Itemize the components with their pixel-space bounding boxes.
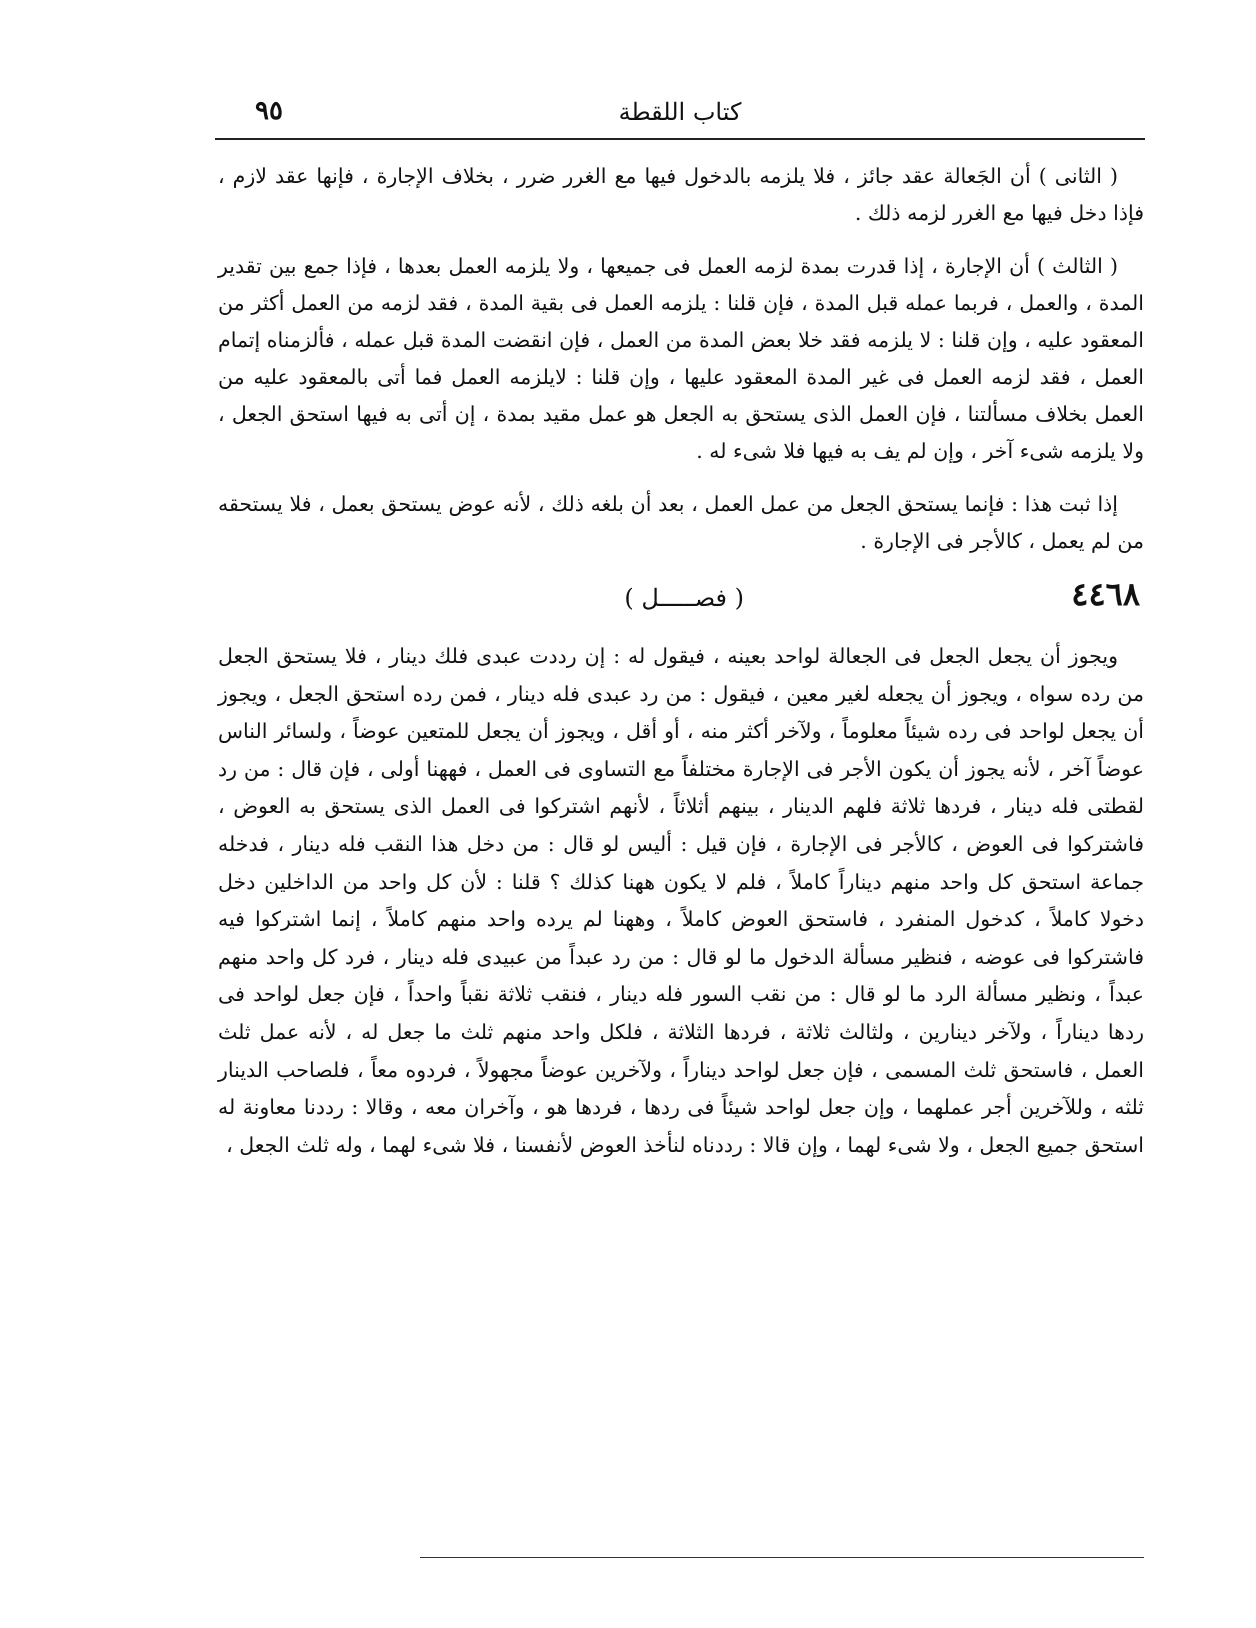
section-heading (218, 576, 1144, 620)
paragraph: ( الثانى ) أن الجَعالة عقد جائز ، فلا يلزمه بالدخول فيها مع الغرر ضرر ، بخلاف الإجارة ، فإنها عقد لازم ، فإذا دخل فيها مع الغرر لزمه ذلك . (218, 164, 1144, 225)
page-number: ٩٥ (255, 96, 283, 126)
paragraph: ويجوز أن يجعل الجعل فى الجعالة لواحد بعينه ، فيقول له : إن رددت عبدى فلك دينار ، فلا يستحق الجعل من رده سواه ، ويجوز أن يجعله لغير معين ، فيقول : من رد عبدى فله دينار ، فمن رده استحق الجعل ، ويجوز أن يجعل لواحد فى رده شيئاً معلوماً ، ولآخر أكثر منه ، أو أقل ، ويجوز أن يجعل للمتعين عوضاً ، ولسائر الناس عوضاً آخر ، لأنه يجوز أن يكون الأجر فى الإجارة مختلفاً مع التساوى فى العمل ، فههنا أولى ، فإن قال : من رد لقطتى فله دينار ، فردها ثلاثة فلهم الدينار ، بينهم أثلاثاً ، لأنهم اشتركوا فى العمل الذى يستحق به العوض ، فاشتركوا فى العوض ، كالأجر فى الإجارة ، فإن قيل : أليس لو قال : من دخل هذا النقب فله دينار ، فدخله جماعة استحق كل واحد منهم ديناراً كاملاً ، فلم لا يكون ههنا كذلك ؟ قلنا : لأن كل واحد من الداخلين دخل دخولا كاملاً ، كدخول المنفرد ، فاستحق العوض كاملاً ، وههنا لم يرده واحد منهم كاملاً ، إنما اشتركوا فيه فاشتركوا فى عوضه ، فنظير مسألة الدخول ما لو قال : من رد عبداً من عبيدى فله دينار ، فرد كل واحد منهم عبداً ، ونظير مسألة الرد ما لو قال : من نقب السور فله دينار ، فنقب ثلاثة نقباً واحداً ، فإن جعل لواحد فى ردها ديناراً ، ولآخر دينارين ، ولثالث ثلاثة ، فردها الثلاثة ، فلكل واحد منهم ثلث ما جعل له ، لأنه عمل ثلث العمل ، فاستحق ثلث المسمى ، فإن جعل لواحد ديناراً ، ولآخرين عوضاً مجهولاً ، فردوه معاً ، فلصاحب الدينار ثلثه ، وللآخرين أجر عملهما ، وإن جعل لواحد شيئاً فى ردها ، فردها هو ، وآخران معه ، وقالا : رددنا معاونة له استحق جميع الجعل ، ولا شىء لهما ، وإن قالا : رددناه لنأخذ العوض لأنفسنا ، فلا شىء لهما ، وله ثلث الجعل ، (218, 644, 1144, 1157)
paragraph: إذا ثبت هذا : فإنما يستحق الجعل من عمل العمل ، بعد أن بلغه ذلك ، لأنه عوض يستحق بعمل ، فلا يستحقه من لم يعمل ، كالأجر فى الإجارة . (218, 492, 1144, 553)
page-header (215, 92, 1145, 132)
running-title: كتاب اللقطة (618, 98, 742, 126)
section-title: ( فصـــــل ) (624, 584, 744, 612)
text-body (218, 158, 1144, 1164)
section-number: ٤٤٦٨ (1071, 575, 1140, 613)
paragraph: ( الثالث ) أن الإجارة ، إذا قدرت بمدة لزمه العمل فى جميعها ، ولا يلزمه العمل بعدها ، فإذا جمع بين تقدير المدة ، والعمل ، فربما عمله قبل المدة ، فإن قلنا : يلزمه العمل فى بقية المدة ، فقد لزمه من العمل أكثر من المعقود عليه ، وإن قلنا : لا يلزمه فقد خلا بعض المدة من العمل ، فإن انقضت المدة قبل عمله ، فألزمناه إتمام العمل ، فقد لزمه العمل فى غير المدة المعقود عليها ، وإن قلنا : لايلزمه العمل فما أتى بالمعقود عليه من العمل بخلاف مسألتنا ، فإن العمل الذى يستحق به الجعل هو عمل مقيد بمدة ، إن أتى به فيها استحق الجعل ، ولا يلزمه شىء آخر ، وإن لم يف به فيها فلا شىء له . (218, 254, 1144, 463)
header-divider (215, 138, 1145, 140)
footer-divider (420, 1557, 1144, 1558)
